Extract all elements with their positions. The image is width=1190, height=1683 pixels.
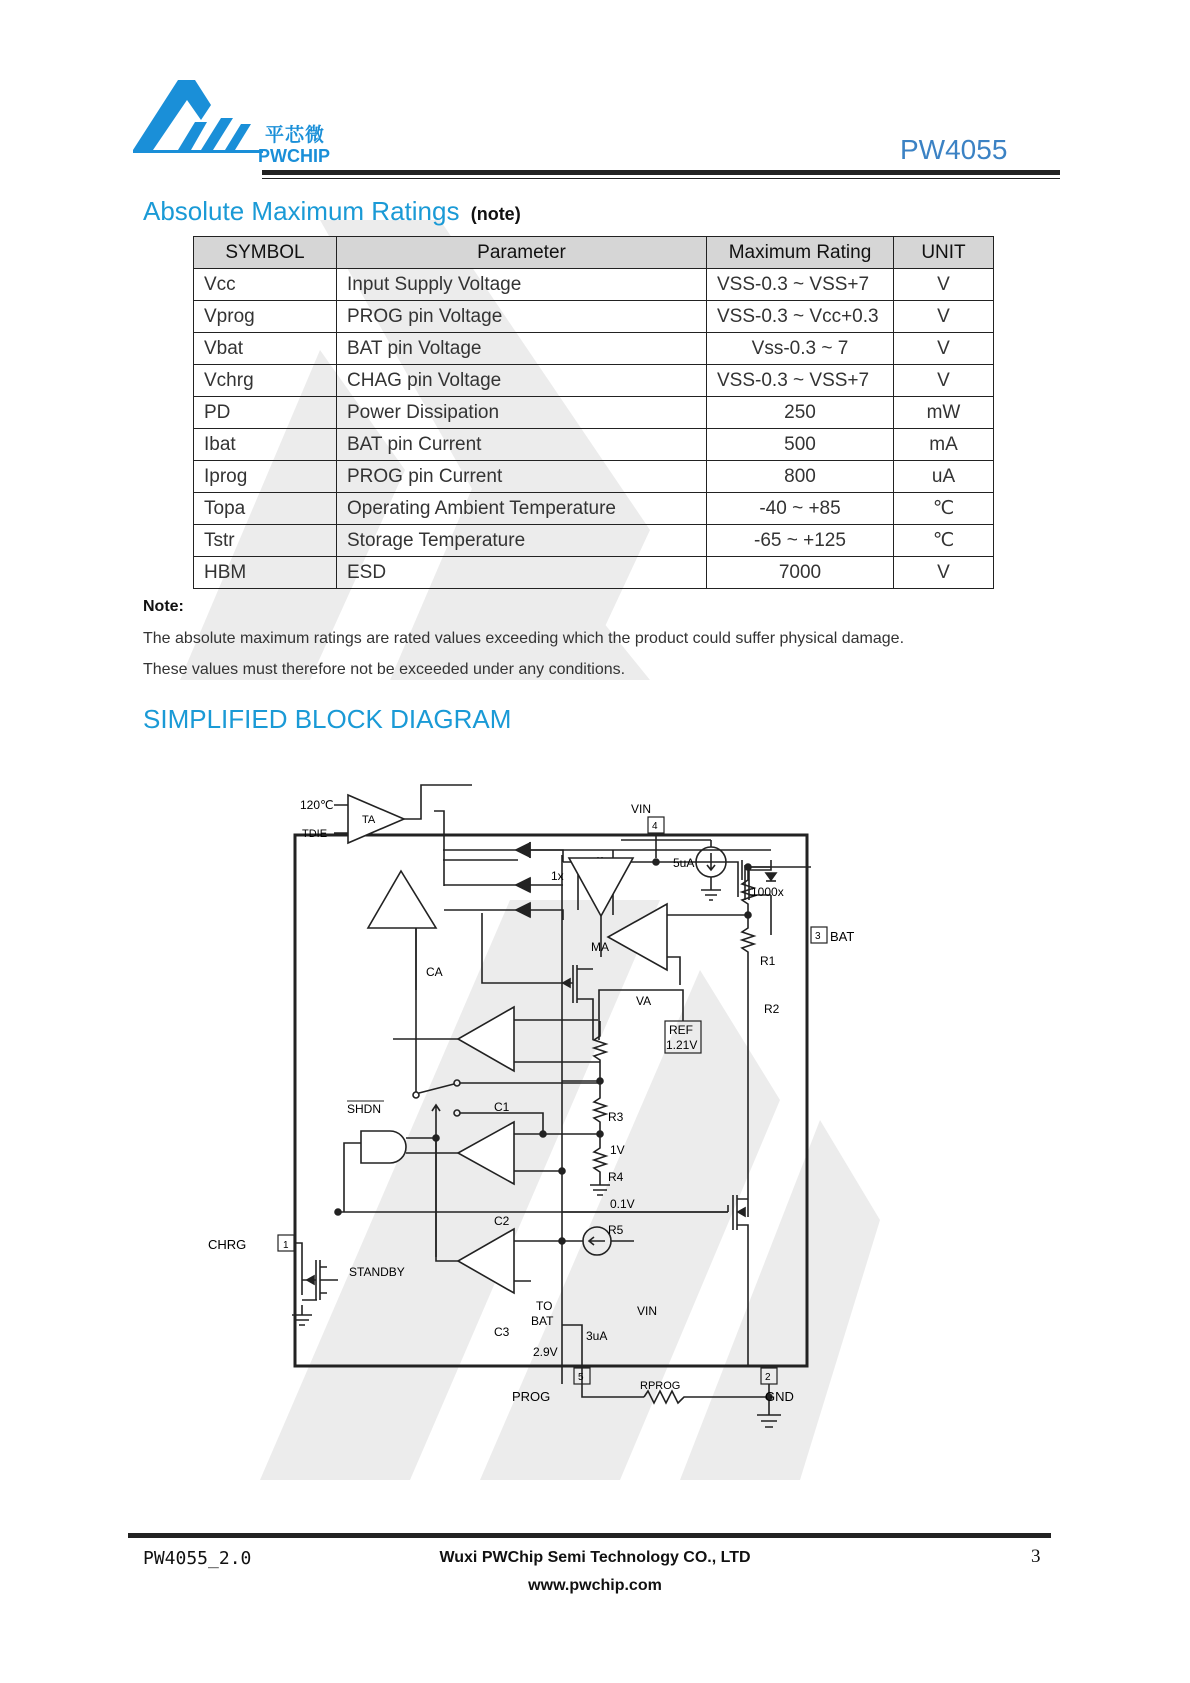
label-pin-1: 1 — [283, 1240, 289, 1251]
cell-unit: ℃ — [894, 525, 994, 557]
cell-parameter: BAT pin Current — [337, 429, 707, 461]
note-line-2: These values must therefore not be exceeded under any conditions. — [143, 661, 626, 678]
column-header-symbol: SYMBOL — [194, 237, 337, 269]
label-1x: 1x — [551, 869, 564, 883]
cell-parameter: Power Dissipation — [337, 397, 707, 429]
label-prog: PROG — [512, 1389, 551, 1404]
column-header-parameter: Parameter — [337, 237, 707, 269]
table-row — [194, 429, 994, 461]
table-row — [194, 397, 994, 429]
table-row — [194, 365, 994, 397]
cell-unit: V — [894, 333, 994, 365]
document-id: PW4055 — [900, 134, 1008, 165]
cell-unit: V — [894, 365, 994, 397]
label-vin-source: VIN — [637, 1304, 658, 1318]
cell-max-rating: 800 — [707, 461, 894, 493]
cell-parameter: BAT pin Voltage — [337, 333, 707, 365]
cell-max-rating: 500 — [707, 429, 894, 461]
cell-unit: V — [894, 557, 994, 589]
label-pin-3: 3 — [815, 931, 821, 942]
label-ma: MA — [591, 940, 609, 954]
label-r3: R3 — [608, 1110, 624, 1124]
label-temperature: 120℃ — [300, 798, 334, 812]
brand-name-chinese: 平芯微 — [265, 124, 326, 146]
page-number: 3 — [1031, 1546, 1041, 1567]
cell-parameter: Operating Ambient Temperature — [337, 493, 707, 525]
label-ca: CA — [426, 965, 443, 979]
cell-symbol: Vcc — [194, 269, 337, 301]
label-1000x: 1000x — [751, 885, 784, 899]
label-vin-top: VIN — [631, 802, 652, 816]
cell-symbol: HBM — [194, 557, 337, 589]
cell-parameter: CHAG pin Voltage — [337, 365, 707, 397]
section-title-note: (note) — [470, 204, 521, 224]
cell-parameter: PROG pin Current — [337, 461, 707, 493]
label-5ua: 5uA — [673, 856, 695, 870]
column-header-maximum-rating: Maximum Rating — [707, 237, 894, 269]
footer-doc-version: PW4055_2.0 — [143, 1548, 252, 1569]
cell-unit: V — [894, 301, 994, 333]
block-diagram-labels — [208, 785, 908, 1475]
section-title-block-diagram: SIMPLIFIED BLOCK DIAGRAM — [143, 704, 512, 734]
cell-max-rating: VSS-0.3 ~ VSS+7 — [707, 365, 894, 397]
label-to: TO — [536, 1299, 553, 1313]
label-r2: R2 — [764, 1002, 780, 1016]
column-header-unit: UNIT — [894, 237, 994, 269]
footer-company: Wuxi PWChip Semi Technology CO., LTD — [439, 1549, 751, 1566]
label-pin-2: 2 — [765, 1372, 771, 1383]
table-row — [194, 301, 994, 333]
label-to-bat: BAT — [531, 1314, 554, 1328]
cell-symbol: Vchrg — [194, 365, 337, 397]
note-line-1: The absolute maximum ratings are rated values exceeding which the product could suffer physical damage. — [143, 630, 905, 647]
cell-max-rating: VSS-0.3 ~ VSS+7 — [707, 269, 894, 301]
label-pin-5: 5 — [578, 1372, 584, 1383]
note-heading: Note: — [143, 598, 184, 615]
table-row — [194, 557, 994, 589]
cell-symbol: Vbat — [194, 333, 337, 365]
label-tdie: TDIE — [302, 828, 328, 840]
cell-symbol: Tstr — [194, 525, 337, 557]
label-va: VA — [636, 994, 652, 1008]
cell-max-rating: VSS-0.3 ~ Vcc+0.3 — [707, 301, 894, 333]
label-c2: C2 — [494, 1214, 510, 1228]
cell-max-rating: Vss-0.3 ~ 7 — [707, 333, 894, 365]
label-pin-4: 4 — [652, 821, 658, 832]
cell-unit: mW — [894, 397, 994, 429]
cell-symbol: Topa — [194, 493, 337, 525]
label-gnd: GND — [765, 1389, 794, 1404]
ratings-table — [193, 236, 994, 589]
footer-rule — [128, 1533, 1051, 1538]
label-1v: 1V — [610, 1143, 625, 1157]
brand-name-english: PWCHIP — [258, 146, 330, 166]
label-ref-voltage: 1.21V — [666, 1038, 698, 1052]
label-r5: R5 — [608, 1223, 624, 1237]
cell-max-rating: -40 ~ +85 — [707, 493, 894, 525]
cell-unit: ℃ — [894, 493, 994, 525]
cell-max-rating: -65 ~ +125 — [707, 525, 894, 557]
label-3ua: 3uA — [586, 1329, 608, 1343]
label-c3: C3 — [494, 1325, 510, 1339]
table-row — [194, 333, 994, 365]
header-rule-thin — [262, 178, 1060, 179]
table-row — [194, 461, 994, 493]
table-row — [194, 269, 994, 301]
table-header-row — [194, 237, 994, 269]
header-rule — [262, 170, 1060, 175]
label-r1: R1 — [760, 954, 776, 968]
table-row — [194, 525, 994, 557]
cell-symbol: Iprog — [194, 461, 337, 493]
footer-url: www.pwchip.com — [528, 1577, 662, 1594]
label-0-1v: 0.1V — [610, 1197, 635, 1211]
cell-unit: uA — [894, 461, 994, 493]
cell-symbol: Ibat — [194, 429, 337, 461]
cell-parameter: PROG pin Voltage — [337, 301, 707, 333]
cell-max-rating: 7000 — [707, 557, 894, 589]
label-ref: REF — [669, 1023, 693, 1037]
cell-unit: mA — [894, 429, 994, 461]
section-title-absolute-maximum-ratings — [143, 196, 521, 227]
cell-parameter: Input Supply Voltage — [337, 269, 707, 301]
label-rprog: RPROG — [640, 1380, 681, 1392]
cell-parameter: Storage Temperature — [337, 525, 707, 557]
label-chrg: CHRG — [208, 1237, 247, 1252]
label-c1: C1 — [494, 1100, 510, 1114]
cell-max-rating: 250 — [707, 397, 894, 429]
label-r4: R4 — [608, 1170, 624, 1184]
cell-symbol: PD — [194, 397, 337, 429]
label-2-9v: 2.9V — [533, 1345, 558, 1359]
cell-unit: V — [894, 269, 994, 301]
label-standby: STANDBY — [349, 1265, 405, 1279]
cell-parameter: ESD — [337, 557, 707, 589]
section-title-text: Absolute Maximum Ratings — [143, 196, 460, 226]
table-row — [194, 493, 994, 525]
label-ta: TA — [362, 814, 376, 826]
cell-symbol: Vprog — [194, 301, 337, 333]
label-bat: BAT — [830, 929, 855, 944]
label-shdn: SHDN — [347, 1102, 382, 1116]
